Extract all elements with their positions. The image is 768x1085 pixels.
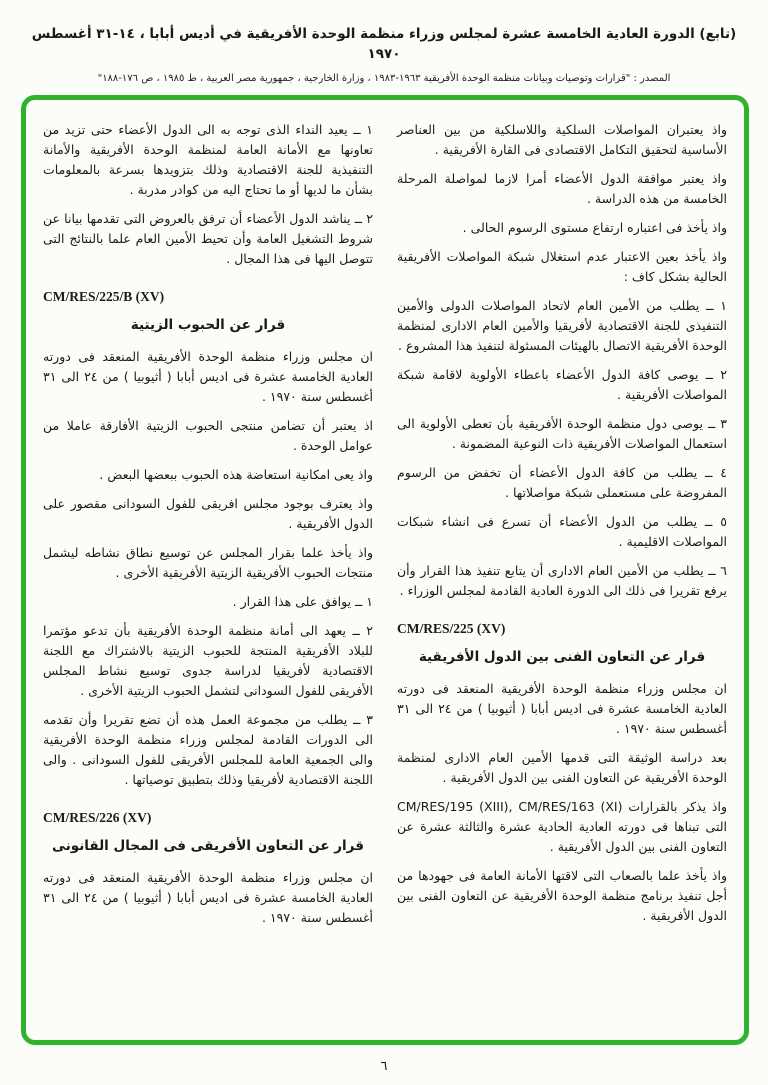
resolution-title: قرار عن الحبوب الزيتية — [130, 317, 286, 333]
numbered-item: ١ ــ يعيد النداء الذى توجه به الى الدول الأعضاء حتى تزيد من تعاونها مع الأمانة العامة لمنظمة الوحدة الأفريقية والأمانة التنفيذية للجنة الاقتصادية وذلك بتزويدها بسرعة بالمعلومات بشأن ما لديها أو ما تحتاج اليه من كوادر مدربة . — [43, 122, 373, 197]
paragraph: واذ يأخذ فى اعتباره ارتفاع مستوى الرسوم الحالى . — [462, 220, 727, 235]
numbered-item: ٣ ــ يطلب من مجموعة العمل هذه أن تضع تقريرا وأن تقدمه الى الدورات القادمة لمجلس وزراء منظمة الوحدة الأفريقية والى الجمعية العامة للمجلس الأفريقى للفول السودانى . والى اللجنة الاقتصادية لأفريقيا وذلك بتطبيق توصياتها . — [43, 712, 373, 787]
paragraph: ان مجلس وزراء منظمة الوحدة الأفريقية المنعقد فى دورته العادية الخامسة عشرة فى اديس أبابا ( أثيوبيا ) من ٢٤ الى ٣١ أغسطس سنة ١٩٧٠ . — [397, 681, 727, 736]
paragraph: واذ يأخذ علما بالصعاب التى لاقتها الأمانة العامة فى جهودها من أجل تنفيذ برنامج منظمة الوحدة الأفريقية عن التعاون الفنى بين الدول الأفريقية . — [397, 868, 727, 923]
numbered-item: ٢ ــ يوصى كافة الدول الأعضاء باعطاء الأولوية لاقامة شبكة المواصلات الأفريقية . — [397, 367, 727, 402]
right-column — [397, 120, 727, 1020]
resolution-title: قرار عن التعاون الأفريقى فى المجال القانونى — [52, 838, 364, 854]
paragraph: اذ يعتبر أن تضامن منتجى الحبوب الزيتية الأفارقة عاملا من عوامل الوحدة . — [43, 418, 373, 453]
numbered-item: ٢ ــ يناشد الدول الأعضاء أن ترفق بالعروض التى تقدمها بيانا عن شروط التشغيل العامة وأن تحيط الأمين العام علما بالنتائج التى تتوصل اليها فى هذا المجال . — [43, 211, 373, 266]
resolution-ref: CM/RES/225 (XV) — [397, 621, 506, 636]
numbered-item: ١ ــ يوافق على هذا القرار . — [232, 594, 373, 609]
paragraph: واذ يعتبر موافقة الدول الأعضاء أمرا لازما لمواصلة المرحلة الخامسة من هذه الدراسة . — [397, 171, 727, 206]
paragraph: واذ يعتبران المواصلات السلكية واللاسلكية من بين العناصر الأساسية لتحقيق التكامل الاقتصادى فى القارة الأفريقية . — [397, 122, 727, 157]
paragraph: واذ يعى امكانية استعاضة هذه الحبوب ببعضها البعض . — [99, 467, 373, 482]
page-number: ٦ — [380, 1059, 388, 1074]
numbered-item: ٤ ــ يطلب من كافة الدول الأعضاء أن تخفض من الرسوم المفروضة على مستعملى شبكة مواصلاتها . — [397, 465, 727, 500]
source-citation: المصدر : "قرارات وتوصيات وبيانات منظمة الوحدة الأفريقية ١٩٦٣-١٩٨٣ ، وزارة الخارجية ، جمهورية مصر العربية ، ط ١٩٨٥ ، ص ١٧٦-١٨٨" — [97, 72, 671, 84]
resolution-ref: CM/RES/225/B (XV) — [43, 289, 165, 304]
numbered-item: ٦ ــ يطلب من الأمين العام الادارى أن يتابع تنفيذ هذا القرار وأن يرفع تقريرا فى ذلك الى الدورة العادية القادمة لمجلس الوزراء . — [397, 563, 727, 598]
paragraph: واذ يأخذ علما بقرار المجلس عن توسيع نطاق نشاطه ليشمل منتجات الحبوب الأفريقية الزيتية الأفريقية الأخرى . — [43, 545, 373, 580]
paragraph: واذ يذكر بالقرارات CM/RES/195 (XIII), CM/RES/163 (XI) التى تبناها فى دورته العادية الحادية عشرة والثالثة عشرة عن التعاون الفنى بين الدول الأفريقية . — [397, 799, 727, 854]
paragraph: واذ يعترف بوجود مجلس افريقى للفول السودانى مقصور على الدول الأفريقية . — [43, 496, 373, 531]
numbered-item: ١ ــ يطلب من الأمين العام لاتحاد المواصلات الدولى والأمين التنفيذى للجنة الاقتصادية لأفريقيا والأمين العام الادارى لمنظمة الوحدة الأفريقية الاتصال بالهيئات المسئولة لتنفيذ هذا المشروع . — [397, 298, 727, 353]
numbered-item: ٥ ــ يطلب من الدول الأعضاء أن تسرع فى انشاء شبكات المواصلات الاقليمية . — [397, 514, 727, 549]
paragraph: ان مجلس وزراء منظمة الوحدة الأفريقية المنعقد فى دورته العادية الخامسة عشرة فى اديس أبابا ( أثيوبيا ) من ٢٤ الى ٣١ أغسطس سنة ١٩٧٠ . — [43, 349, 373, 404]
numbered-item: ٣ ــ يوصى دول منظمة الوحدة الأفريقية بأن تعطى الأولوية الى استعمال المواصلات الأفريقية ذات النوعية المضمونة . — [397, 416, 727, 451]
paragraph: واذ يأخذ بعين الاعتبار عدم استغلال شبكة المواصلات الأفريقية الحالية بشكل كاف : — [397, 249, 727, 284]
resolution-title: قرار عن التعاون الفنى بين الدول الأفريقية — [418, 649, 706, 665]
two-column-layout — [43, 120, 727, 1020]
resolution-ref: CM/RES/226 (XV) — [43, 810, 152, 825]
paragraph: ان مجلس وزراء منظمة الوحدة الأفريقية المنعقد فى دورته العادية الخامسة عشرة فى اديس أبابا ( أثيوبيا ) من ٢٤ الى ٣١ أغسطس سنة ١٩٧٠ . — [43, 870, 373, 925]
numbered-item: ٢ ــ يعهد الى أمانة منظمة الوحدة الأفريقية بأن تدعو مؤتمرا للبلاد الأفريقية المنتجة للحبوب الزيتية بالاشتراك مع اللجنة الاقتصادية لأفريقيا لدراسة جدوى توسيع نشاط المجلس الأفريقى للفول السودانى لتشمل الحبوب الزيتية الأخرى . — [43, 623, 373, 698]
green-frame — [21, 95, 749, 1045]
page-header — [0, 0, 768, 84]
document-title: (تابع) الدورة العادية الخامسة عشرة لمجلس وزراء منظمة الوحدة الأفريقية في أديس أبابا ، ١٤-٣١ أغسطس ١٩٧٠ — [31, 26, 737, 63]
paragraph: بعد دراسة الوثيقة التى قدمها الأمين العام الادارى لمنظمة الوحدة الأفريقية عن التعاون الفنى بين الدول الأفريقية . — [397, 750, 727, 785]
left-column — [43, 120, 373, 1020]
